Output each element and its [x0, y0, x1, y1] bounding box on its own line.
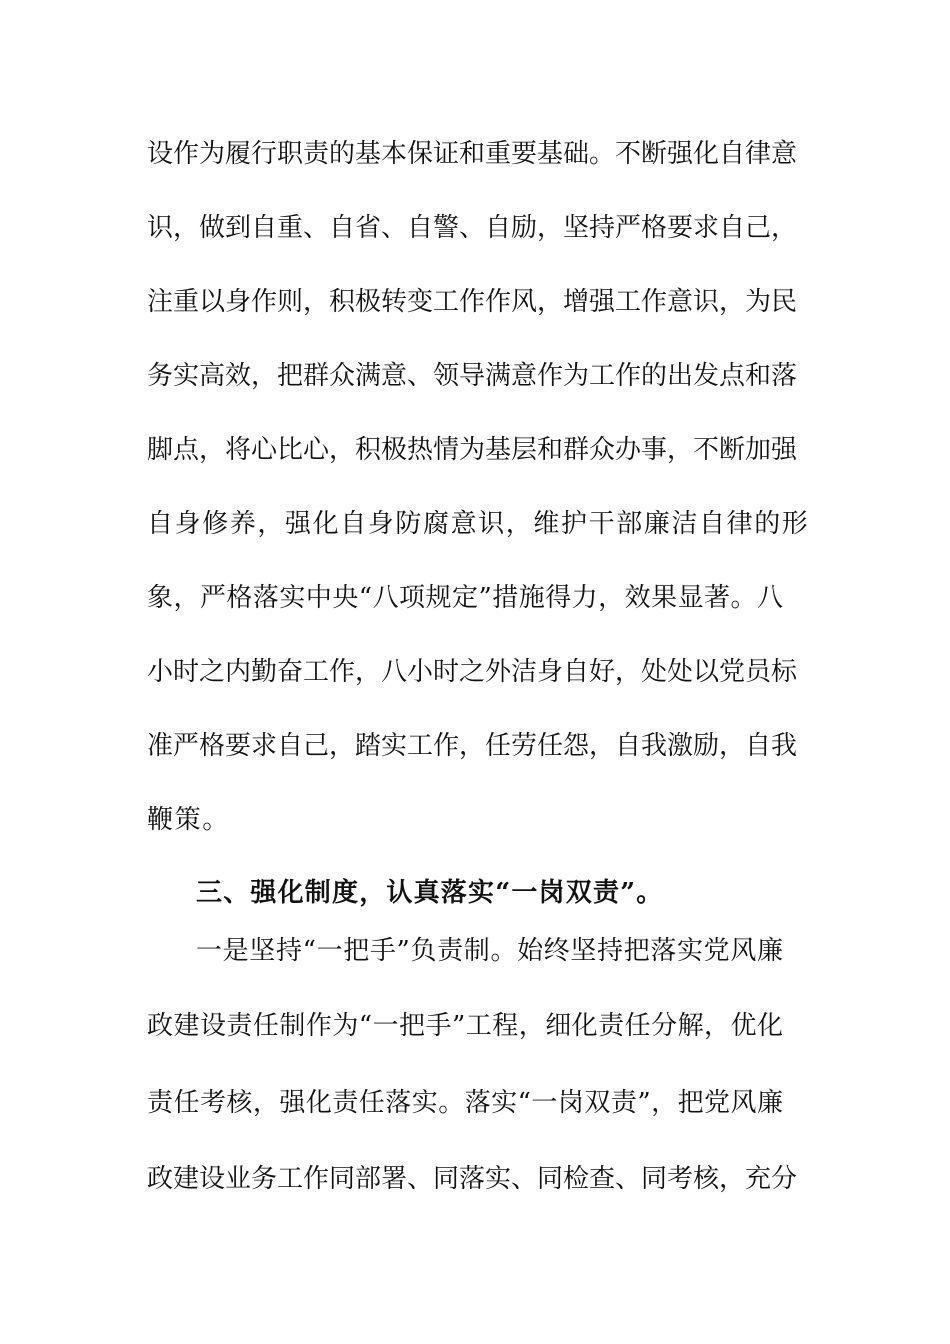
paragraph-line: 政建设业务工作同部署、同落实、同检查、同考核，充分 — [147, 1164, 798, 1194]
paragraph-line: 脚点，将心比心，积极热情为基层和群众办事，不断加强 — [147, 435, 798, 465]
paragraph-line: 鞭策。 — [147, 805, 230, 835]
paragraph-line: 注重以身作则，积极转变工作作风，增强工作意识，为民 — [147, 287, 798, 317]
paragraph-line: 政建设责任制作为“一把手”工程，细化责任分解，优化 — [147, 1011, 783, 1041]
paragraph-line: 识，做到自重、自省、自警、自励，坚持严格要求自己， — [147, 213, 798, 243]
paragraph-line: 自身修养，强化自身防腐意识，维护干部廉洁自律的形 — [147, 509, 810, 539]
paragraph-line: 小时之内勤奋工作，八小时之外洁身自好，处处以党员标 — [147, 657, 798, 687]
paragraph-line: 设作为履行职责的基本保证和重要基础。不断强化自律意 — [147, 139, 798, 169]
section-heading: 三、强化制度，认真落实“一岗双责”。 — [196, 878, 664, 908]
paragraph-line: 务实高效，把群众满意、领导满意作为工作的出发点和落 — [147, 361, 798, 391]
paragraph-line: 责任考核，强化责任落实。落实“一岗双责”，把党风廉 — [147, 1088, 783, 1118]
paragraph-line: 一是坚持“一把手”负责制。始终坚持把落实党风廉 — [196, 936, 783, 966]
paragraph-line: 象，严格落实中央“八项规定”措施得力，效果显著。八 — [147, 583, 783, 613]
paragraph-line: 准严格要求自己，踏实工作，任劳任怨，自我激励，自我 — [147, 731, 798, 761]
